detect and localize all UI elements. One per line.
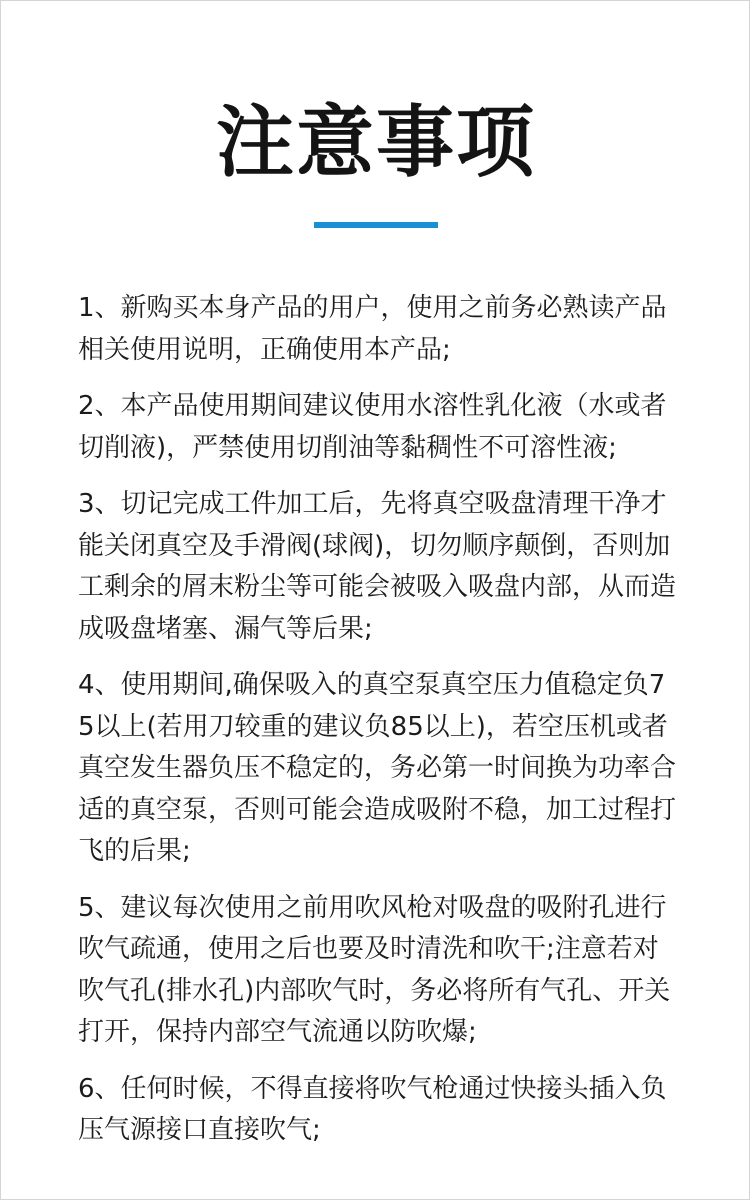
- notice-item-4: 4、使用期间,确保吸入的真空泵真空压力值稳定负75以上(若用刀较重的建议负85以上)，若空压机或者真空发生器负压不稳定的，务必第一时间换为功率合适的真空泵，否则可能会造成吸附不稳，加工过程打飞的后果;: [78, 670, 677, 866]
- page-title: 注意事项: [215, 98, 536, 188]
- notice-item-5: 5、建议每次使用之前用吹风枪对吸盘的吸附孔进行吹气疏通，使用之后也要及时清洗和吹干;注意若对吹气孔(排水孔)内部吹气时，务必将所有气孔、开关打开，保持内部空气流通以防吹爆;: [78, 892, 671, 1047]
- notice-item-6: 6、任何时候，不得直接将吹气枪通过快接头插入负压气源接口直接吹气;: [78, 1073, 667, 1145]
- notice-item-2: 2、本产品使用期间建议使用水溶性乳化液（水或者切削液)，严禁使用切削油等黏稠性不可溶性液;: [78, 391, 667, 463]
- notice-list: [78, 288, 678, 1167]
- notice-item-3: 3、切记完成工件加工后，先将真空吸盘清理干净才能关闭真空及手滑阀(球阀)，切勿顺序颠倒，否则加工剩余的屑末粉尘等可能会被吸入吸盘内部，从而造成吸盘堵塞、漏气等后果;: [78, 489, 677, 644]
- title-underline: [314, 222, 438, 228]
- notice-item-1: 1、新购买本身产品的用户，使用之前务必熟读产品相关使用说明，正确使用本产品;: [78, 293, 667, 365]
